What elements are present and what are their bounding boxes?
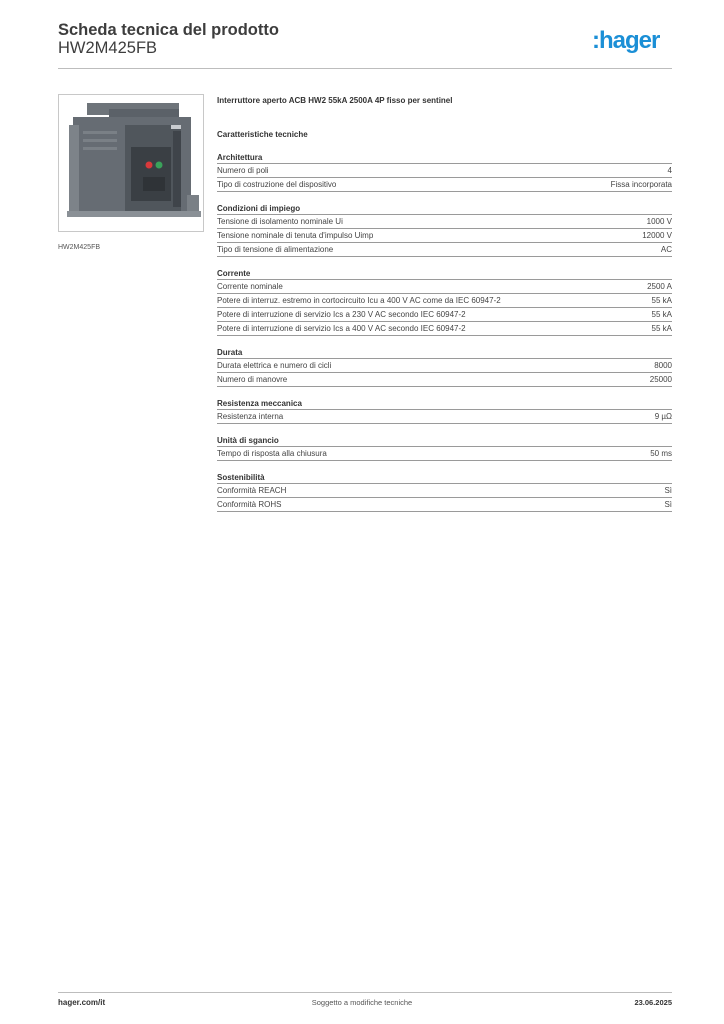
spec-group-title: Resistenza meccanica bbox=[217, 398, 672, 410]
spec-group bbox=[217, 347, 672, 387]
footer-website[interactable]: hager.com/it bbox=[58, 998, 106, 1007]
spec-label: Conformità ROHS bbox=[217, 500, 282, 509]
spec-label: Durata elettrica e numero di cicli bbox=[217, 361, 332, 370]
footer-divider bbox=[58, 992, 672, 993]
spec-value: 12000 V bbox=[642, 231, 672, 240]
spec-group bbox=[217, 268, 672, 336]
spec-content bbox=[217, 95, 672, 512]
product-image bbox=[58, 94, 204, 232]
footer-note: Soggetto a modifiche tecniche bbox=[311, 998, 413, 1007]
product-description: Interruttore aperto ACB HW2 55kA 2500A 4P fisso per sentinel bbox=[217, 96, 453, 105]
spec-value: 4 bbox=[667, 166, 672, 175]
product-code: HW2M425FB bbox=[58, 39, 158, 57]
spec-value: 55 kA bbox=[651, 310, 672, 319]
spec-row bbox=[217, 164, 672, 178]
spec-group-title: Corrente bbox=[217, 268, 672, 280]
spec-value: 25000 bbox=[649, 375, 672, 384]
spec-label: Tempo di risposta alla chiusura bbox=[217, 449, 327, 458]
spec-group-title: Sostenibilità bbox=[217, 472, 672, 484]
spec-label: Potere di interruzione di servizio Ics a 230 V AC secondo IEC 60947-2 bbox=[217, 310, 466, 319]
image-caption: HW2M425FB bbox=[58, 244, 101, 251]
spec-row bbox=[217, 215, 672, 229]
spec-label: Tipo di tensione di alimentazione bbox=[217, 245, 334, 254]
spec-group-title: Architettura bbox=[217, 152, 672, 164]
spec-row bbox=[217, 498, 672, 512]
spec-value: Sì bbox=[664, 500, 672, 509]
spec-group bbox=[217, 203, 672, 257]
circuit-breaker-illustration bbox=[59, 95, 205, 233]
spec-label: Conformità REACH bbox=[217, 486, 287, 495]
spec-row bbox=[217, 484, 672, 498]
spec-value: AC bbox=[660, 245, 672, 254]
section-heading: Caratteristiche tecniche bbox=[217, 130, 308, 139]
spec-value: 55 kA bbox=[651, 296, 672, 305]
spec-groups bbox=[217, 152, 672, 512]
spec-value: Sì bbox=[664, 486, 672, 495]
spec-label: Corrente nominale bbox=[217, 282, 283, 291]
spec-label: Potere di interruz. estremo in cortocircuito Icu a 400 V AC come da IEC 60947-2 bbox=[217, 296, 501, 305]
hager-logo bbox=[592, 26, 676, 58]
spec-label: Numero di manovre bbox=[217, 375, 288, 384]
spec-value: 50 ms bbox=[650, 449, 672, 458]
spec-value: Fissa incorporata bbox=[610, 180, 672, 189]
spec-row bbox=[217, 280, 672, 294]
spec-group bbox=[217, 435, 672, 461]
spec-group bbox=[217, 398, 672, 424]
spec-label: Tensione nominale di tenuta d'impulso Uimp bbox=[217, 231, 374, 240]
spec-value: 8000 bbox=[654, 361, 672, 370]
spec-row bbox=[217, 373, 672, 387]
page-title: Scheda tecnica del prodotto bbox=[58, 21, 279, 39]
spec-row bbox=[217, 294, 672, 308]
spec-group-title: Durata bbox=[217, 347, 672, 359]
spec-row bbox=[217, 243, 672, 257]
spec-label: Resistenza interna bbox=[217, 412, 284, 421]
logo-text: :hager bbox=[592, 27, 660, 54]
header-divider bbox=[58, 68, 672, 69]
spec-row bbox=[217, 229, 672, 243]
spec-label: Tipo di costruzione del dispositivo bbox=[217, 180, 337, 189]
spec-row bbox=[217, 322, 672, 336]
spec-value: 9 µΩ bbox=[654, 412, 672, 421]
spec-row bbox=[217, 447, 672, 461]
spec-value: 2500 A bbox=[647, 282, 672, 291]
spec-row bbox=[217, 359, 672, 373]
spec-row bbox=[217, 178, 672, 192]
spec-group-title: Unità di sgancio bbox=[217, 435, 672, 447]
spec-value: 55 kA bbox=[651, 324, 672, 333]
spec-label: Tensione di isolamento nominale Ui bbox=[217, 217, 343, 226]
spec-row bbox=[217, 410, 672, 424]
spec-group bbox=[217, 472, 672, 512]
spec-group-title: Condizioni di impiego bbox=[217, 203, 672, 215]
spec-row bbox=[217, 308, 672, 322]
spec-group bbox=[217, 152, 672, 192]
footer-date: 23.06.2025 bbox=[634, 998, 672, 1007]
spec-label: Potere di interruzione di servizio Ics a 400 V AC secondo IEC 60947-2 bbox=[217, 324, 466, 333]
spec-label: Numero di poli bbox=[217, 166, 269, 175]
spec-value: 1000 V bbox=[646, 217, 672, 226]
